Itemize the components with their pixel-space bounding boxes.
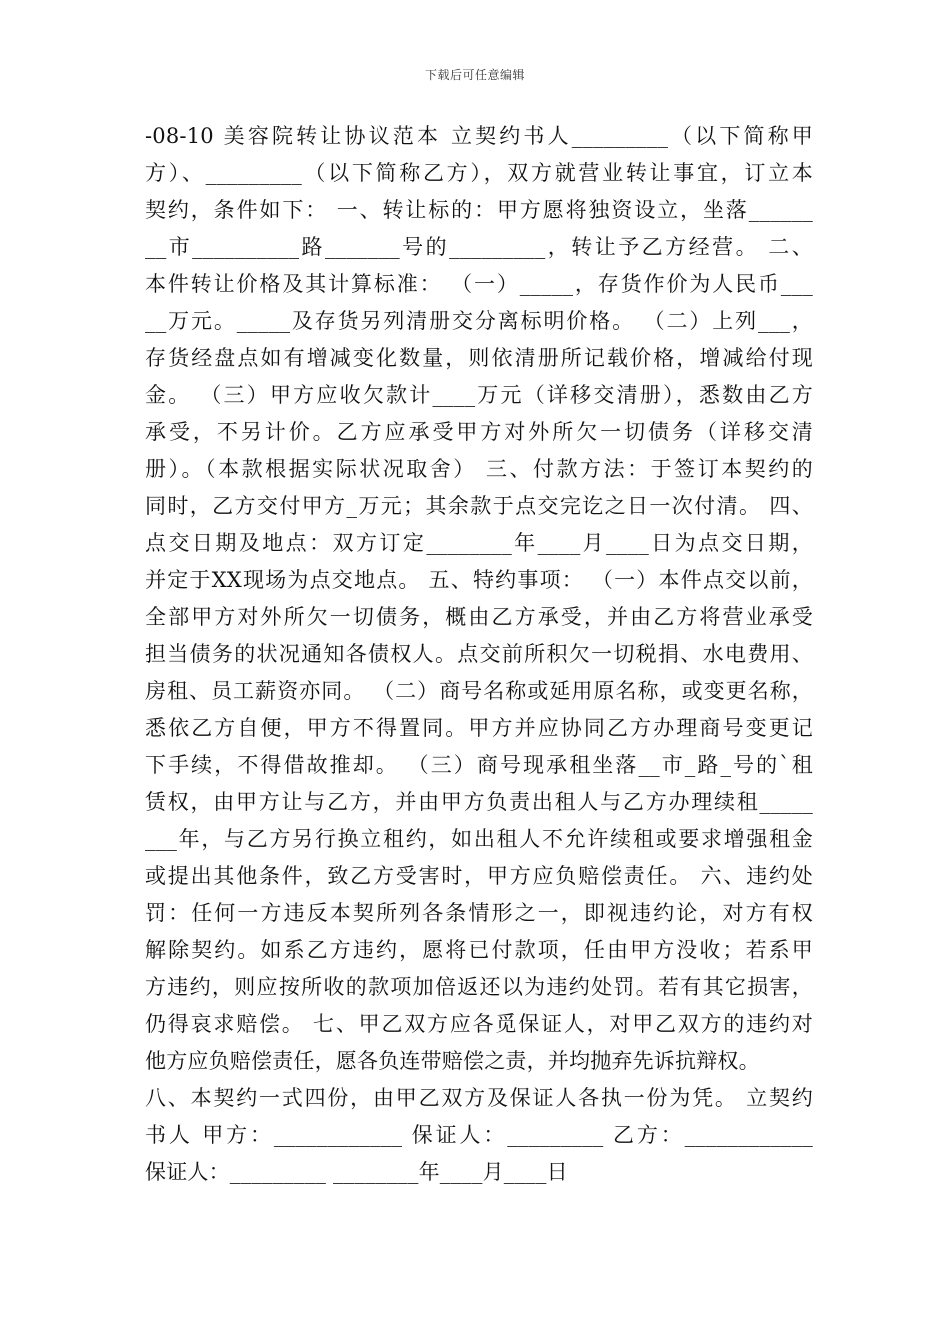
text-line: 存货经盘点如有增减变化数量，则依清册所记载价格，增减给付现 — [145, 346, 813, 370]
text-line: 房租、员工薪资亦同。 （二）商号名称或延用原名称，或变更名称， — [145, 679, 813, 703]
text-line: 赁权，由甲方让与乙方，并由甲方负责出租人与乙方办理续租_____ — [145, 790, 813, 814]
text-line: 他方应负赔偿责任，愿各负连带赔偿之责，并均抛弃先诉抗辩权。 — [145, 1049, 760, 1073]
text-line: 同时，乙方交付甲方_万元；其余款于点交完讫之日一次付清。 四、 — [145, 494, 813, 518]
text-line: 册）。（本款根据实际状况取舍） 三、付款方法：于签订本契约的 — [145, 457, 813, 481]
text-line: 解除契约。如系乙方违约，愿将已付款项，任由甲方没收；若系甲 — [145, 938, 813, 962]
text-line: __万元。_____及存货另列清册交分离标明价格。 （二）上列___， — [145, 309, 813, 333]
text-line: 方）、_________（以下简称乙方），双方就营业转让事宜，订立本 — [145, 161, 813, 185]
text-line: 保证人：_________ ________年____月____日 — [145, 1160, 568, 1184]
text-line: 契约，条件如下： 一、转让标的：甲方愿将独资设立，坐落______ — [145, 198, 813, 222]
text-line: 悉依乙方自便，甲方不得置同。甲方并应协同乙方办理商号变更记 — [145, 716, 813, 740]
text-line: ___年，与乙方另行换立租约，如出租人不允许续租或要求增强租金 — [145, 827, 813, 851]
text-line: 下手续，不得借故推却。 （三）商号现承租坐落__市_路_号的`租 — [145, 753, 813, 777]
text-line: 承受，不另计价。乙方应承受甲方对外所欠一切债务（详移交清 — [145, 420, 813, 444]
text-line: 仍得哀求赔偿。 七、甲乙双方应各觅保证人，对甲乙双方的违约对 — [145, 1012, 813, 1036]
text-line: 点交日期及地点：双方订定________年____月____日为点交日期， — [145, 531, 813, 555]
text-line: 罚：任何一方违反本契所列各条情形之一，即视违约论，对方有权 — [145, 901, 813, 925]
text-line: 并定于XX现场为点交地点。 五、特约事项： （一）本件点交以前， — [145, 568, 813, 592]
text-line: 全部甲方对外所欠一切债务，概由乙方承受，并由乙方将营业承受 — [145, 605, 813, 629]
text-line: 本件转让价格及其计算标准： （一）_____，存货作价为人民币___ — [145, 272, 813, 296]
page-header: 下载后可任意编辑 — [424, 68, 525, 82]
text-line: 担当债务的状况通知各债权人。点交前所积欠一切税捐、水电费用、 — [145, 642, 813, 666]
text-line: 八、本契约一式四份，由甲乙双方及保证人各执一份为凭。 立契约 — [145, 1086, 813, 1110]
text-line: 书人 甲方：____________ 保证人：_________ 乙方：____________ — [145, 1123, 813, 1147]
text-line: -08-10 美容院转让协议范本 立契约书人_________（以下简称甲 — [145, 124, 813, 148]
text-line: 或提出其他条件，致乙方受害时，甲方应负赔偿责任。 六、违约处 — [145, 864, 813, 888]
text-line: 方违约，则应按所收的款项加倍返还以为违约处罚。若有其它损害， — [145, 975, 813, 999]
text-line: 金。 （三）甲方应收欠款计____万元（详移交清册），悉数由乙方 — [145, 383, 813, 407]
text-line: __市__________路_______号的_________，转让予乙方经营。 二、 — [145, 235, 813, 259]
document-body — [145, 118, 813, 1191]
